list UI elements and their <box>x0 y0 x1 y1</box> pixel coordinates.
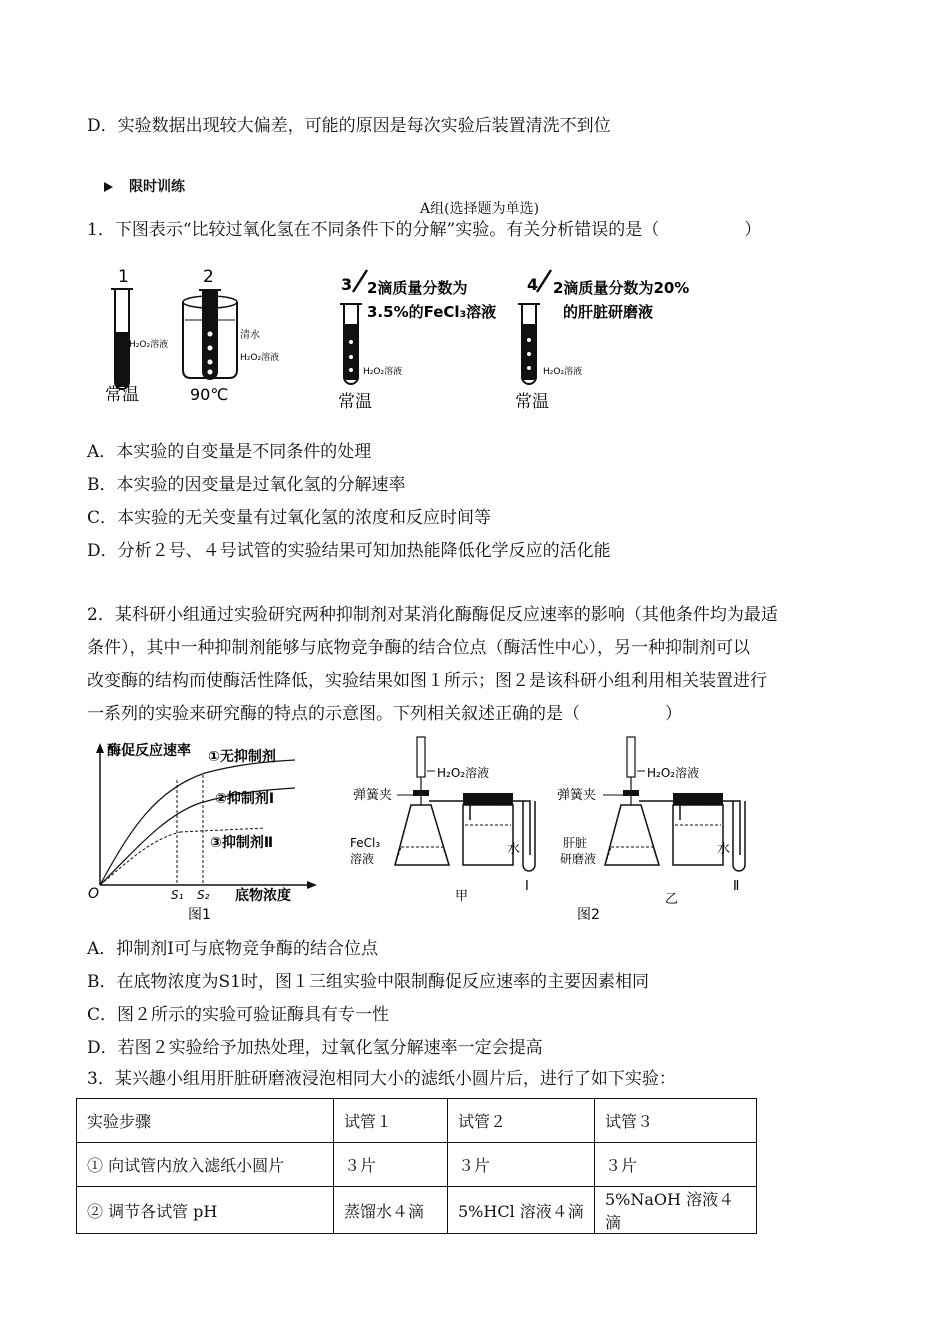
fig2-water-right: 水 <box>717 842 731 857</box>
fig2-h2o2-right: H₂O₂溶液 <box>647 766 700 780</box>
curve-no-inhibitor <box>100 760 295 885</box>
prev-option-d: D．实验数据出现较大偏差，可能的原因是每次实验后装置清洗不到位 <box>87 116 611 136</box>
q1-figure <box>95 262 735 417</box>
q3-stem: 3．某兴趣小组用肝脏研磨液浸泡相同大小的滤纸小圆片后，进行了如下实验： <box>87 1069 676 1089</box>
funnel-right <box>627 737 635 777</box>
bottle-left-cap <box>463 793 513 805</box>
row2-tube1: 蒸馏水４滴 <box>334 1187 448 1234</box>
table-row <box>77 1187 757 1234</box>
q2-option-d: D．若图２实验给予加热处理，过氧化氢分解速率一定会提高 <box>87 1038 543 1058</box>
funnel-left <box>417 737 425 777</box>
header-tube1: 试管１ <box>334 1099 448 1143</box>
fig1-caption: 图1 <box>188 907 211 923</box>
q2-option-b: B．在底物浓度为S1时，图１三组实验中限制酶促反应速率的主要因素相同 <box>87 972 649 992</box>
fig2-clamp-left: 弹簧夹 <box>353 788 393 803</box>
tube4-reagent-l1: 2滴质量分数为20% <box>553 279 690 297</box>
tube2-number: 2 <box>203 267 214 287</box>
fig2-h2o2-left: H₂O₂溶液 <box>437 766 490 780</box>
fig2-caption: 图2 <box>577 907 600 923</box>
q2-figure1 <box>85 735 325 930</box>
tube1-label: H₂O₂溶液 <box>129 340 169 350</box>
tube3-reagent-l1: 2滴质量分数为 <box>367 279 468 297</box>
tube2-label: H₂O₂溶液 <box>240 353 280 363</box>
row2-step: ② 调节各试管 pH <box>77 1187 334 1234</box>
fig1-s2: S₂ <box>197 888 210 902</box>
fig2-right-tube: Ⅱ <box>733 879 740 894</box>
header-tube2: 试管２ <box>448 1099 595 1143</box>
flask-right <box>605 805 659 865</box>
q2-option-c: C．图２所示的实验可验证酶具有专一性 <box>87 1005 390 1025</box>
q2-figure2 <box>345 735 785 930</box>
tube1-number: 1 <box>118 267 129 287</box>
fig2-left-reagent-l2: 溶液 <box>350 852 375 866</box>
fig2-clamp-right: 弹簧夹 <box>557 788 597 803</box>
fig1-origin: O <box>88 886 100 902</box>
tube3-number: 3 <box>341 275 353 294</box>
row2-tube2: 5%HCl 溶液４滴 <box>448 1187 595 1234</box>
row1-tube3: ３片 <box>595 1143 757 1187</box>
fig2-left-tube: Ⅰ <box>525 879 529 894</box>
tube1-solution <box>116 332 128 387</box>
tube3-label: H₂O₂溶液 <box>363 367 403 377</box>
q1-stem: 1．下图表示“比较过氧化氢在不同条件下的分解”实验。有关分析错误的是（ ） <box>87 220 762 240</box>
header-step: 实验步骤 <box>77 1099 334 1143</box>
fig2-right-reagent-l1: 肝脏 <box>563 836 588 850</box>
row1-step: ① 向试管内放入滤纸小圆片 <box>77 1143 334 1187</box>
arrow-icon <box>104 182 113 192</box>
dropper3 <box>353 270 367 292</box>
tube2-water: 清水 <box>240 330 260 341</box>
fig1-ylabel: 酶促反应速率 <box>107 743 191 759</box>
tube4-condition: 常温 <box>515 392 549 412</box>
bottle-right-cap <box>673 793 723 805</box>
tube3-reagent-l2: 3.5%的FeCl₃溶液 <box>367 303 497 321</box>
header-tube3: 试管３ <box>595 1099 757 1143</box>
tube2-condition: 90℃ <box>190 385 229 404</box>
fig2-right-label: 乙 <box>665 892 679 907</box>
q2-stem-line3: 改变酶的结构而使酶活性降低，实验结果如图１所示；图２是该科研小组利用相关装置进行 <box>87 671 767 691</box>
section-title: 限时训练 <box>104 176 185 196</box>
row1-tube1: ３片 <box>334 1143 448 1187</box>
table-header-row <box>77 1099 757 1143</box>
fig1-curve3-label: ③抑制剂Ⅱ <box>210 835 274 851</box>
tube4-number: 4 <box>527 275 539 294</box>
q2-stem-line4: 一系列的实验来研究酶的特点的示意图。下列相关叙述正确的是（ ） <box>87 704 682 724</box>
tube4-label: H₂O₂溶液 <box>543 367 583 377</box>
curve-inhibitor-2 <box>100 832 180 885</box>
fig2-left-label: 甲 <box>455 889 469 904</box>
test-tube-right <box>733 801 745 871</box>
row2-tube3: 5%NaOH 溶液４滴 <box>595 1187 757 1234</box>
row1-tube2: ３片 <box>448 1143 595 1187</box>
group-title: A组(选择题为单选) <box>420 201 540 217</box>
flask-left <box>395 805 449 865</box>
fig2-left-reagent-l1: FeCl₃ <box>350 836 381 850</box>
test-tube-left <box>523 801 535 871</box>
q1-option-d: D．分析２号、４号试管的实验结果可知加热能降低化学反应的活化能 <box>87 541 611 561</box>
q2-option-a: A．抑制剂Ⅰ可与底物竞争酶的结合位点 <box>87 939 378 959</box>
dropper4 <box>537 270 551 292</box>
fig1-curve1-label: ①无抑制剂 <box>208 749 276 765</box>
tube3-condition: 常温 <box>338 392 372 412</box>
table-row <box>77 1143 757 1187</box>
fig2-right-reagent-l2: 研磨液 <box>560 852 597 866</box>
q1-option-c: C．本实验的无关变量有过氧化氢的浓度和反应时间等 <box>87 508 492 528</box>
tube4-reagent-l2: 的肝脏研磨液 <box>563 303 654 321</box>
q1-option-a: A．本实验的自变量是不同条件的处理 <box>87 442 372 462</box>
q1-option-b: B．本实验的因变量是过氧化氢的分解速率 <box>87 475 406 495</box>
fig2-water-left: 水 <box>507 842 521 857</box>
fig1-xlabel: 底物浓度 <box>235 888 291 904</box>
fig1-s1: S₁ <box>171 888 184 902</box>
experiment-table <box>76 1098 757 1234</box>
q2-stem-line1: 2．某科研小组通过实验研究两种抑制剂对某消化酶酶促反应速率的影响（其他条件均为最适 <box>87 605 778 625</box>
q2-stem-line2: 条件），其中一种抑制剂能够与底物竞争酶的结合位点（酶活性中心），另一种抑制剂可以 <box>87 638 750 658</box>
fig1-curve2-label: ②抑制剂Ⅰ <box>215 791 275 807</box>
tube1-condition: 常温 <box>105 385 139 405</box>
